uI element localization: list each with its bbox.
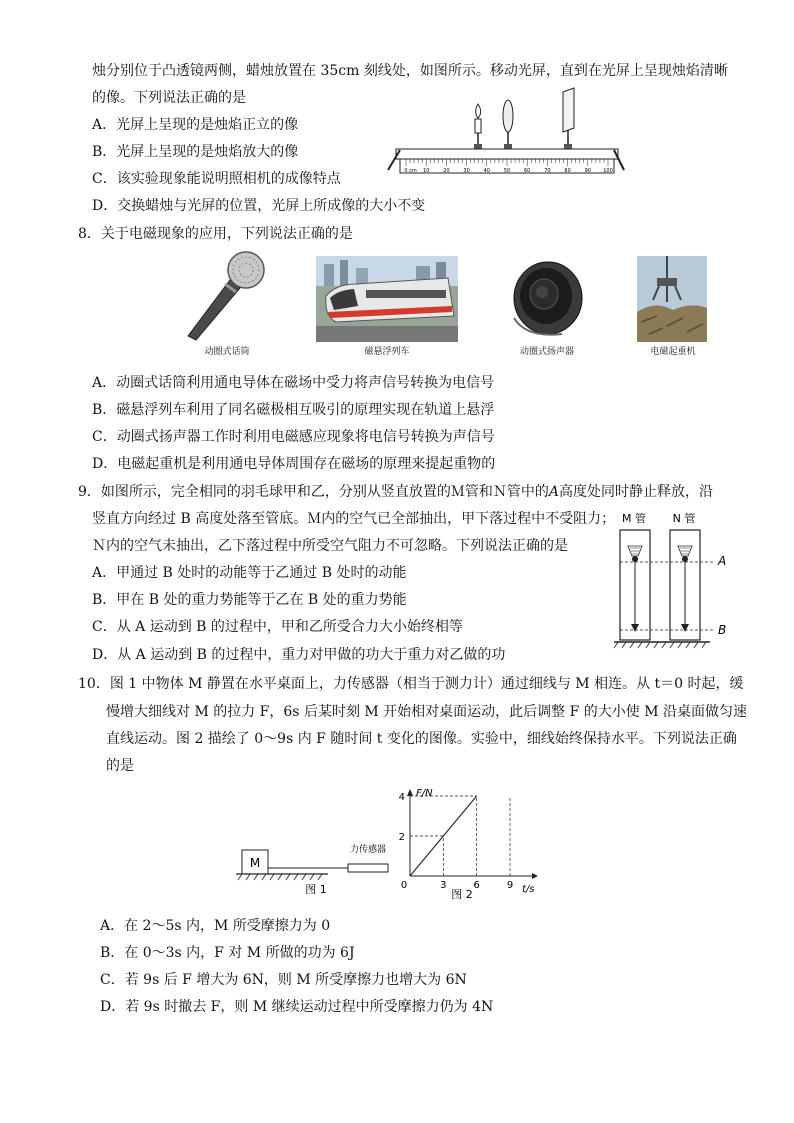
figure-2-chart	[396, 784, 546, 902]
y-axis-label: F/N	[416, 788, 433, 799]
shuttlecock-yi-icon	[678, 546, 692, 562]
block-m-label: M	[249, 856, 261, 870]
ruler-tick-label: 60	[524, 168, 531, 174]
light-screen-icon	[563, 88, 574, 150]
ruler-tick-label: 0	[404, 168, 408, 174]
x-tick-label: 9	[506, 880, 514, 891]
speaker-image	[506, 258, 586, 338]
q10-line-1: 10．图 1 中物体 M 静置在水平桌面上，力传感器（相当于测力计）通过细线与 M 相连。从 t＝0 时起，缓	[78, 676, 744, 692]
q9-option-c: C．从 A 运动到 B 的过程中，甲和乙所受合力大小始终相等	[92, 619, 463, 635]
q8-stem: 8．关于电磁现象的应用，下列说法正确的是	[78, 226, 353, 242]
q8-option-d: D．电磁起重机是利用通电导体周围存在磁场的原理来提起重物的	[92, 456, 496, 472]
q9-line-1-c: 高度处同时静止释放，沿	[559, 484, 714, 500]
candle-icon	[474, 104, 482, 150]
q7-option-d: D．交换蜡烛与光屏的位置，光屏上所成像的大小不变	[92, 198, 426, 214]
q9-line-1-a: 9．如图所示，完全相同的羽毛球甲和乙，分别从竖直放置的Ｍ管和Ｎ管中的	[78, 484, 549, 500]
convex-lens-icon	[503, 100, 513, 150]
height-b-label: B	[718, 623, 727, 637]
crane-image	[637, 256, 707, 342]
optical-bench	[396, 149, 618, 159]
tubes-figure	[610, 510, 730, 650]
q10-line-2: 慢增大细线对 M 的拉力 F，6s 后某时刻 M 开始相对桌面运动，此后调整 F 的大小使 M 沿桌面做匀速	[106, 704, 748, 720]
q9-line-3: Ｎ内的空气未抽出，乙下落过程中所受空气阻力不可忽略。下列说法正确的是	[92, 538, 568, 554]
ruler-tick-label: 10	[423, 168, 430, 174]
origin-label: 0	[400, 880, 408, 891]
q9-option-d: D．从 A 运动到 B 的过程中，重力对甲做的功大于重力对乙做的功	[92, 647, 506, 663]
caption-maglev-train: 磁悬浮列车	[364, 347, 410, 357]
ruler-unit-label: cm	[409, 168, 417, 174]
q10-option-c: C．若 9s 后 F 增大为 6N，则 M 所受摩擦力也增大为 6N	[100, 972, 467, 988]
caption-speaker: 动圈式扬声器	[519, 347, 574, 357]
force-sensor-label: 力传感器	[349, 845, 387, 855]
q10-option-b: B．在 0～3s 内，F 对 M 所做的功为 6J	[100, 945, 355, 961]
height-a-label: A	[718, 554, 727, 568]
caption-microphone: 动圈式话筒	[204, 347, 250, 357]
figure-2-caption: 图 2	[451, 888, 473, 901]
q7-line-2: 的像。下列说法正确的是	[92, 90, 246, 106]
q7-option-b: B．光屏上呈现的是烛焰放大的像	[92, 144, 299, 160]
y-tick-label: 4	[398, 792, 405, 803]
force-sensor	[348, 864, 388, 872]
optical-bench-figure	[386, 86, 626, 178]
y-tick-label: 2	[398, 832, 405, 843]
x-tick-label: 6	[473, 880, 480, 891]
q10-option-a: A．在 2～5s 内，M 所受摩擦力为 0	[100, 918, 331, 934]
q8-option-b: B．磁悬浮列车利用了同名磁极相互吸引的原理实现在轨道上悬浮	[92, 402, 495, 418]
m-tube-label: M 管	[622, 512, 646, 525]
q10-option-d: D．若 9s 时撤去 F，则 M 继续运动过程中所受摩擦力仍为 4N	[100, 999, 494, 1015]
caption-crane: 电磁起重机	[650, 347, 696, 357]
q7-option-a: A．光屏上呈现的是烛焰正立的像	[92, 117, 299, 133]
loudspeaker-icon	[514, 262, 582, 335]
electromagnet-crane-icon	[637, 256, 707, 342]
q10-line-4: 的是	[106, 758, 134, 774]
q8-option-c: C．动圈式扬声器工作时利用电磁感应现象将电信号转换为声信号	[92, 429, 495, 445]
ruler-tick-label: 50	[503, 168, 511, 174]
q7-line-1: 烛分别位于凸透镜两侧，蜡烛放置在 35cm 刻线处，如图所示。移动光屏，直到在光屏上呈现烛焰清晰	[92, 63, 728, 79]
q9-line-2: 竖直方向经过 B 高度处落至管底。Ｍ内的空气已全部抽出，甲下落过程中不受阻力；	[92, 511, 616, 527]
ruler-tick-label: 70	[544, 168, 551, 174]
ruler-tick-label: 30	[463, 168, 470, 174]
maglev-train-image	[316, 256, 458, 342]
q9-option-b: B．甲在 B 处的重力势能等于乙在 B 处的重力势能	[92, 592, 407, 608]
ruler-tick-label: 100	[603, 168, 613, 174]
q9-option-a: A．甲通过 B 处时的动能等于乙通过 B 处时的动能	[92, 565, 407, 581]
microphone-icon	[188, 252, 264, 340]
x-axis-label: t/s	[522, 884, 535, 895]
figure-1-caption: 图 1	[305, 883, 327, 896]
figure-1	[236, 840, 396, 898]
q7-option-c: C．该实验现象能说明照相机的成像特点	[92, 171, 341, 187]
chart-guides	[410, 796, 510, 876]
microphone-image	[180, 250, 270, 342]
shuttlecock-jia-icon	[628, 546, 642, 562]
ruler-tick-label: 80	[564, 168, 571, 174]
n-tube-label: N 管	[672, 512, 696, 525]
q10-line-3: 直线运动。图 2 描绘了 0～9s 内 F 随时间 t 变化的图像。实验中，细线始终保持水平。下列说法正确	[106, 731, 737, 747]
maglev-train-icon	[316, 256, 458, 342]
ruler-tick-label: 40	[483, 168, 490, 174]
q9-line-1	[78, 482, 713, 502]
x-tick-label: 3	[440, 880, 447, 891]
q8-option-a: A．动圈式话筒利用通电导体在磁场中受力将声信号转换为电信号	[92, 375, 495, 391]
ruler-tick-label: 20	[443, 168, 450, 174]
ruler-tick-label: 90	[584, 168, 591, 174]
q9-line-1-var: A	[548, 484, 560, 500]
